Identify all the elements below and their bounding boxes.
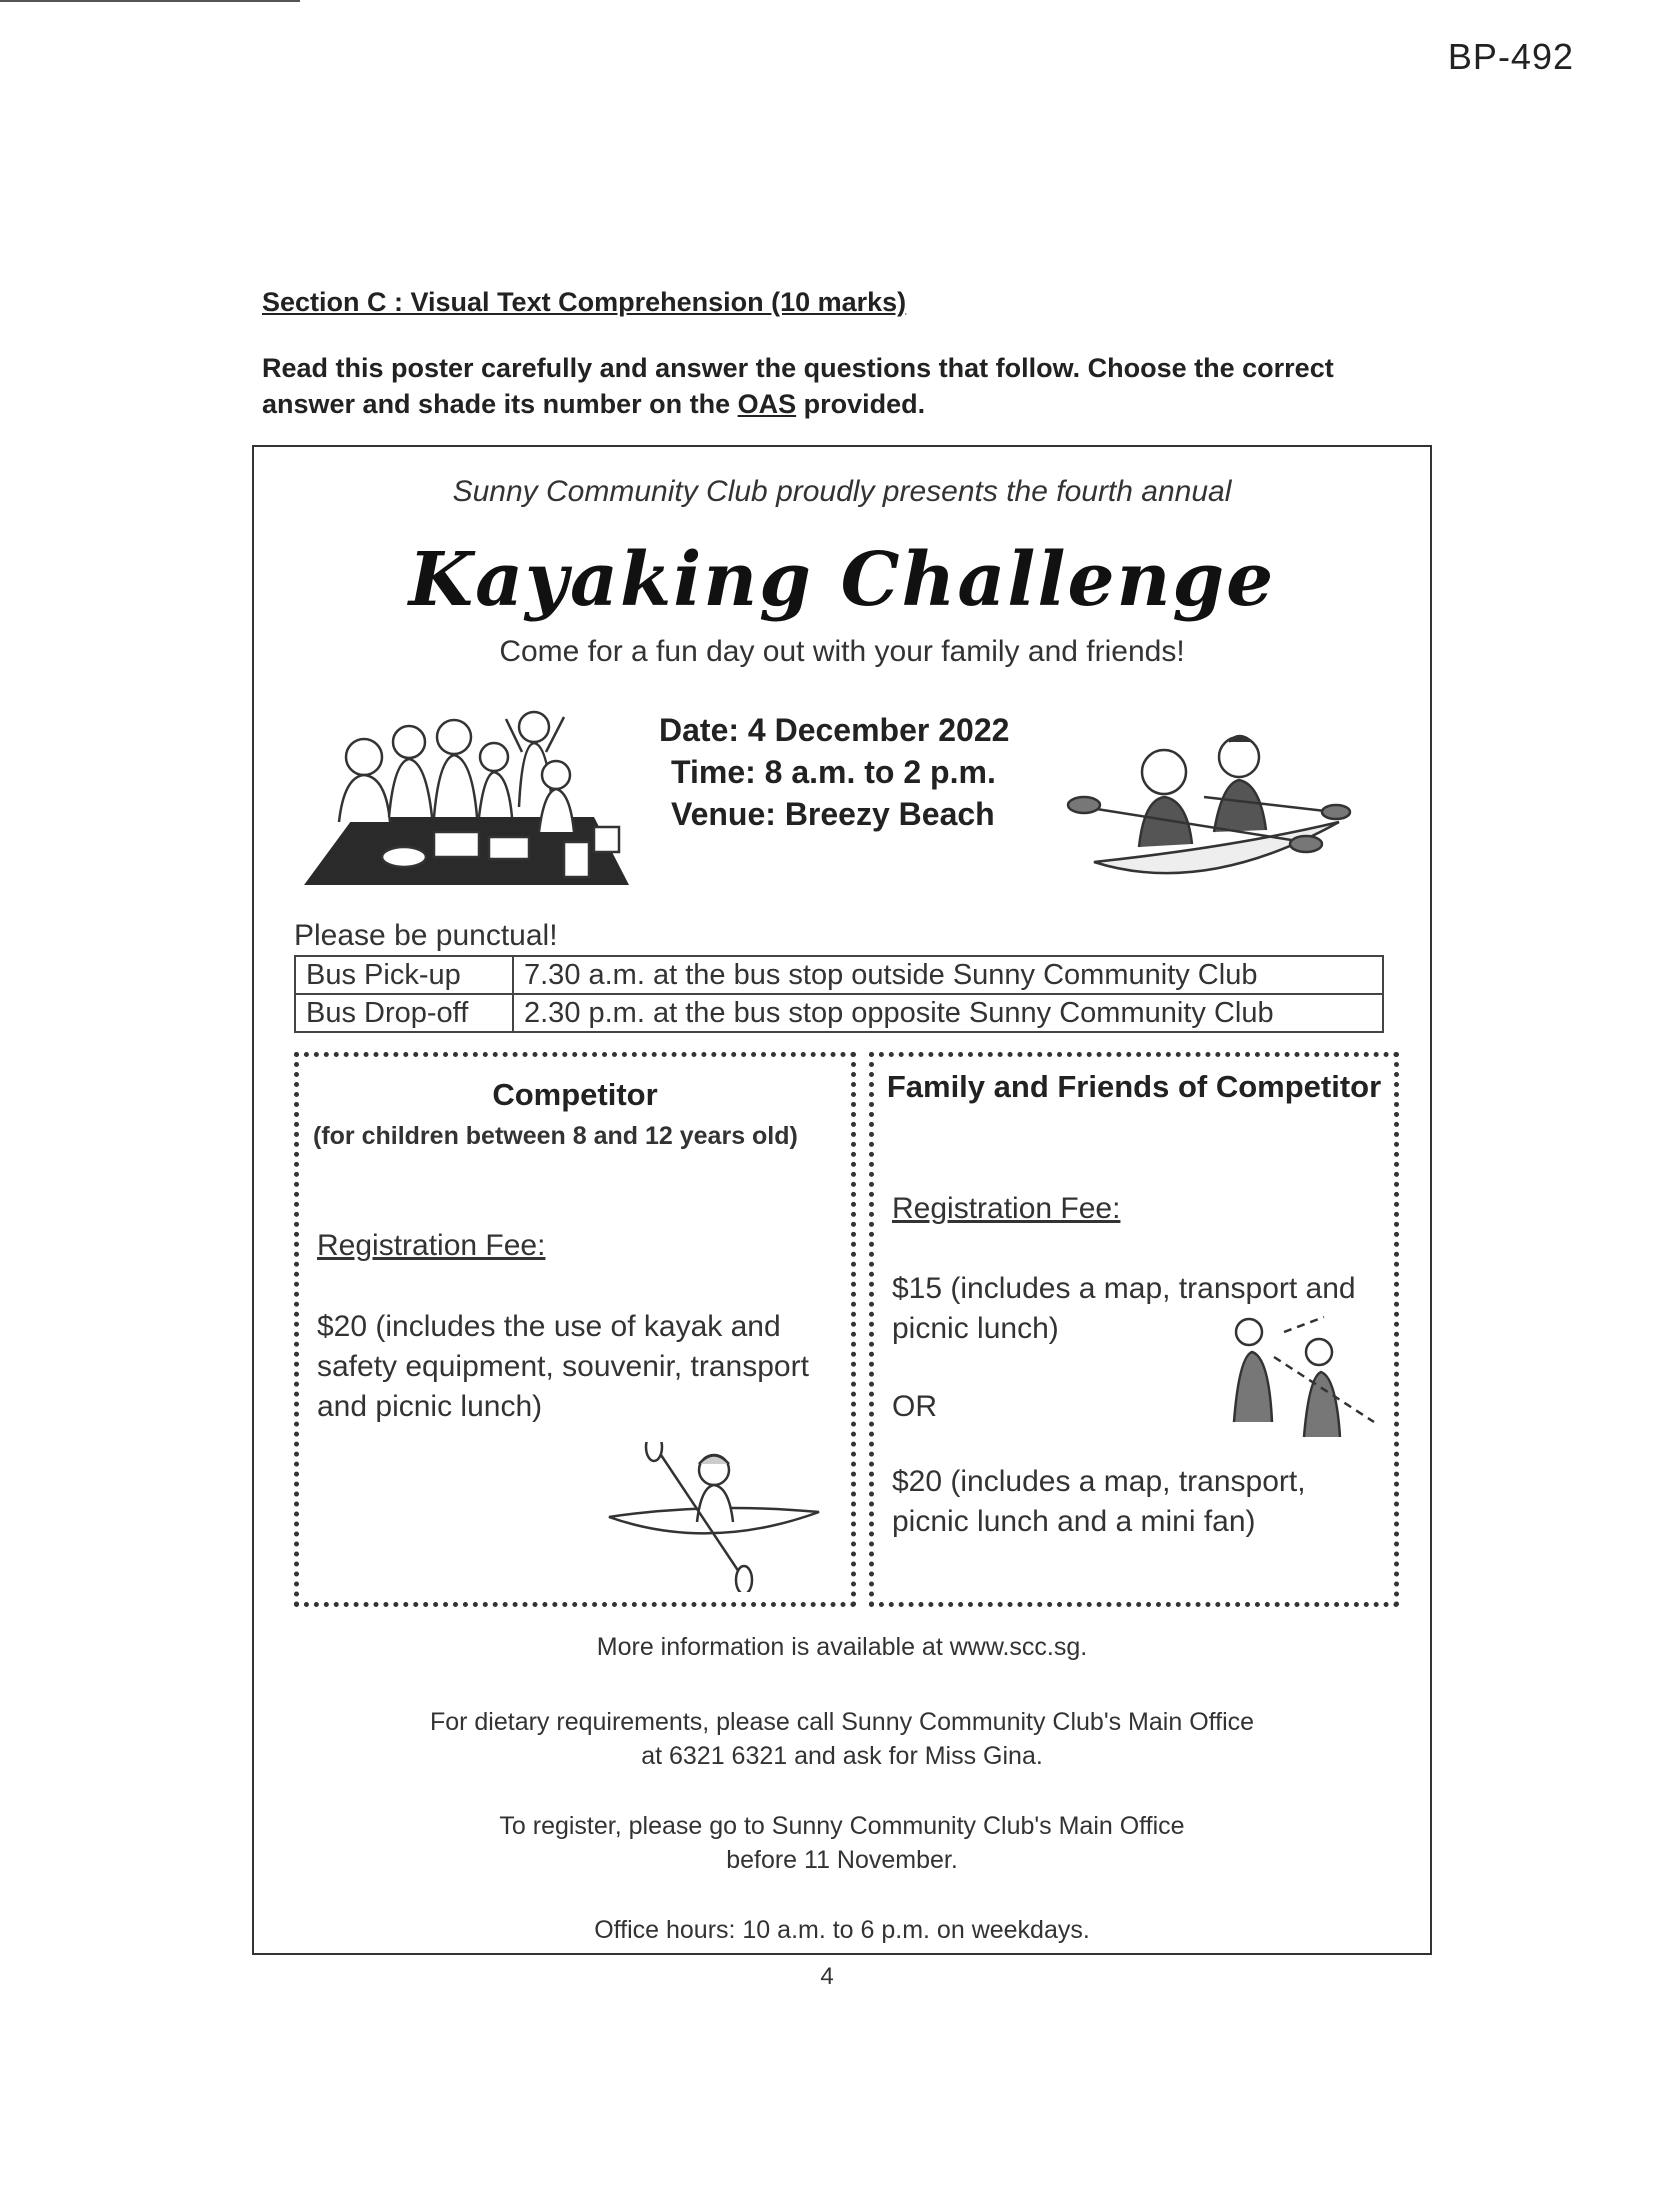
child-kayak-illustration [599,1442,829,1592]
family-fee-option-1: $15 (includes a map, transport and picnic lunch) [892,1272,1356,1345]
children-running-illustration [1194,1312,1384,1447]
register-line-2: before 11 November. [726,1846,958,1874]
poster [252,445,1432,1955]
instructions-end: provided. [796,389,926,419]
kayakers-illustration [1054,712,1354,902]
family-fee-label: Registration Fee: [892,1192,1121,1225]
poster-tagline: Come for a fun day out with your family and friends! [499,635,1185,668]
poster-presents: Sunny Community Club proudly presents the fourth annual [452,475,1232,508]
family-fee-option-2: $20 (includes a map, transport, picnic lunch and a mini fan) [892,1465,1306,1538]
competitor-heading: Competitor [492,1077,658,1112]
instructions-text: Read this poster carefully and answer the questions that follow. Choose the correct answer and shade its number on the [262,353,1334,419]
office-hours: Office hours: 10 a.m. to 6 p.m. on weekdays. [594,1916,1090,1944]
page-number: 4 [820,1963,834,1990]
punctual-note: Please be punctual! [294,919,558,952]
event-details [659,709,1009,835]
competitor-age: (for children between 8 and 12 years old) [313,1122,798,1150]
bus-pickup-value: 7.30 a.m. at the bus stop outside Sunny Community Club [513,956,1383,994]
family-friends-box [869,1052,1399,1607]
family-picnic-illustration [294,697,634,887]
register-line-1: To register, please go to Sunny Community Club's Main Office [499,1812,1185,1840]
event-date: Date: 4 December 2022 [659,712,1010,748]
bus-pickup-label: Bus Pick-up [295,956,513,994]
competitor-fee: $20 (includes the use of kayak and safety equipment, souvenir, transport and picnic lunch) [317,1310,809,1423]
bus-dropoff-label: Bus Drop-off [295,994,513,1032]
instructions-oas: OAS [737,389,797,419]
dietary-line-1: For dietary requirements, please call Sunny Community Club's Main Office [429,1708,1255,1736]
competitor-box [294,1052,856,1607]
event-venue: Venue: Breezy Beach [671,796,995,832]
page-code: BP-492 [1447,36,1574,77]
family-heading: Family and Friends of Competitor [886,1069,1382,1104]
more-info: More information is available at www.scc.sg. [596,1633,1088,1661]
table-row [295,956,1383,994]
instructions [262,350,1422,422]
poster-title: Kayaking Challenge [408,537,1276,623]
bus-schedule-table [294,955,1384,1033]
dietary-line-2: at 6321 6321 and ask for Miss Gina. [641,1742,1043,1770]
scan-top-rule [0,0,300,2]
event-time: Time: 8 a.m. to 2 p.m. [671,754,996,790]
family-fee-or: OR [892,1390,937,1423]
bus-dropoff-value: 2.30 p.m. at the bus stop opposite Sunny Community Club [513,994,1383,1032]
competitor-fee-label: Registration Fee: [317,1229,546,1262]
table-row [295,994,1383,1032]
section-title: Section C : Visual Text Comprehension (10 marks) [262,287,907,317]
